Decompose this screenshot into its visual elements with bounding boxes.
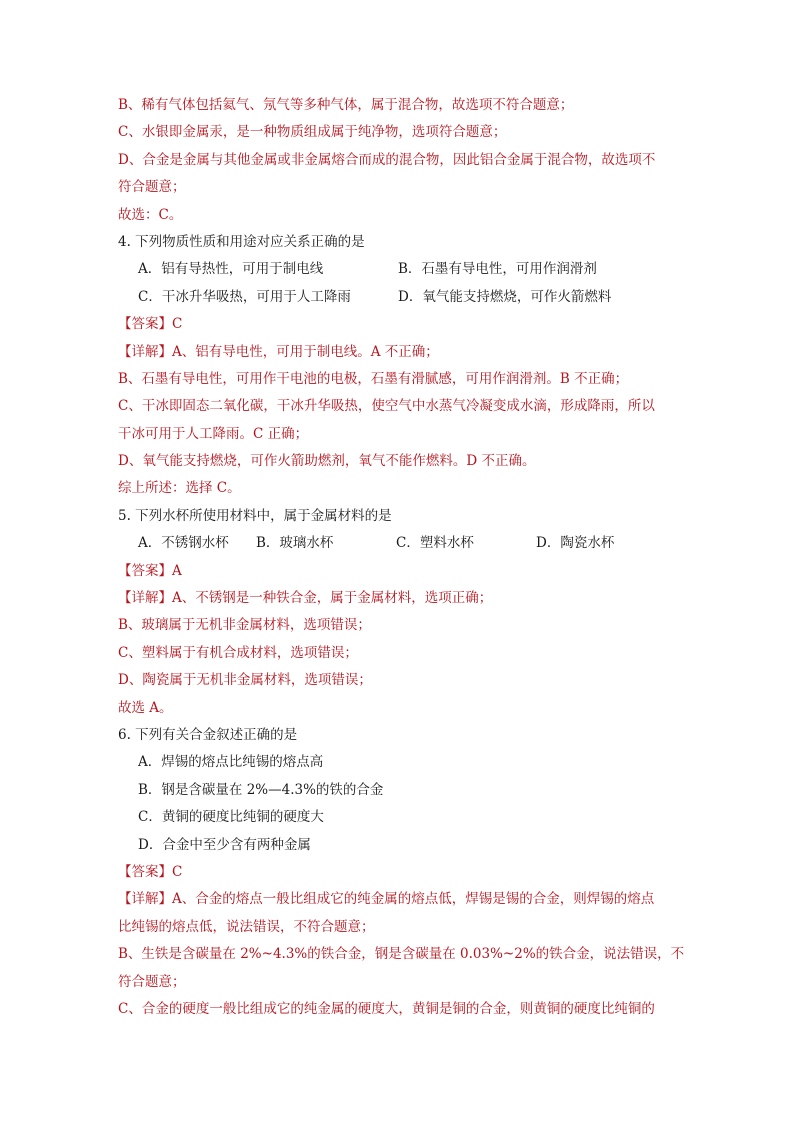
q4-option-b: B．石墨有导电性，可用作润滑剂 — [398, 261, 597, 278]
prev-answer-c: C、水银即金属汞，是一种物质组成属于纯净物，选项符合题意； — [118, 124, 507, 141]
q5-options-row — [118, 530, 678, 557]
q6-stem: 6. 下列有关合金叙述正确的是 — [118, 726, 298, 743]
q4-detail-4: 干冰可用于人工降雨。C 正确； — [118, 425, 309, 442]
q6-detail-tag: 【详解】 — [118, 891, 172, 908]
q5-detail-text: A、不锈钢是一种铁合金，属于金属材料，选项正确； — [172, 590, 493, 607]
q4-option-c: C．干冰升华吸热，可用于人工降雨 — [138, 288, 351, 305]
q4-option-a: A．铝有导热性，可用于制电线 — [138, 261, 324, 278]
q4-option-d: D．氧气能支持燃烧，可作火箭燃料 — [398, 288, 612, 305]
q5-answer — [118, 558, 678, 585]
q6-option-c: C．黄铜的硬度比纯铜的硬度大 — [138, 809, 324, 826]
q6-detail-2: 比纯锡的熔点低，说法错误，不符合题意； — [118, 918, 375, 935]
q5-option-b: B．玻璃水杯 — [256, 535, 334, 552]
q6-detail-text: A、合金的熔点一般比组成它的纯金属的熔点低，焊锡是锡的合金，则焊锡的熔点 — [172, 891, 655, 908]
q4-detail-6: 综上所述：选择 C。 — [118, 480, 241, 497]
q4-answer-value: C — [172, 316, 183, 333]
q4-options-row-1 — [118, 256, 678, 283]
document-page — [118, 92, 685, 1023]
q5-detail-4: D、陶瓷属于无机非金属材料，选项错误； — [118, 672, 372, 689]
q4-detail-3: C、干冰即固态二氧化碳，干冰升华吸热，使空气中水蒸气冷凝变成水滴，形成降雨，所以 — [118, 398, 655, 415]
q5-answer-value: A — [172, 562, 182, 579]
q6-option-d: D．合金中至少含有两种金属 — [138, 836, 311, 853]
q4-detail-tag: 【详解】 — [118, 343, 172, 360]
q4-answer — [118, 311, 678, 338]
q5-detail-5: 故选 A。 — [118, 699, 173, 716]
q4-options-row-2 — [118, 284, 678, 311]
q6-answer-tag: 【答案】 — [118, 863, 172, 880]
q6-detail-5: C、合金的硬度一般比组成它的纯金属的硬度大，黄铜是铜的合金，则黄铜的硬度比纯铜的 — [118, 1000, 655, 1017]
q5-detail-2: B、玻璃属于无机非金属材料，选项错误； — [118, 617, 371, 634]
q6-detail-4: 符合题意； — [118, 973, 186, 990]
q6-answer-value: C — [172, 863, 183, 880]
q4-detail-2: B、石墨有导电性，可用作干电池的电极，石墨有滑腻感，可用作润滑剂。B 不正确； — [118, 370, 629, 387]
q5-option-c: C．塑料水杯 — [396, 535, 474, 552]
q6-detail-3: B、生铁是含碳量在 2%~4.3%的铁合金，钢是含碳量在 0.03%~2%的铁合金，说法错误，不 — [118, 946, 685, 963]
q6-answer — [118, 859, 678, 886]
q4-answer-tag: 【答案】 — [118, 316, 172, 333]
q5-option-d: D．陶瓷水杯 — [536, 535, 615, 552]
q5-detail-3: C、塑料属于有机合成材料，选项错误； — [118, 644, 358, 661]
prev-conclusion: 故选：C。 — [118, 206, 183, 223]
q5-detail-1 — [118, 585, 678, 612]
q6-detail-1 — [118, 886, 678, 913]
q4-detail-text: A、铝有导电性，可用于制电线。A 不正确； — [172, 343, 439, 360]
q5-stem: 5. 下列水杯所使用材料中，属于金属材料的是 — [118, 507, 392, 524]
q6-option-b: B．钢是含碳量在 2%—4.3%的铁的合金 — [138, 781, 384, 798]
q4-detail-5: D、氧气能支持燃烧，可作火箭助燃剂，氧气不能作燃料。D 不正确。 — [118, 453, 536, 470]
q6-option-a: A．焊锡的熔点比纯锡的熔点高 — [138, 754, 324, 771]
q5-answer-tag: 【答案】 — [118, 562, 172, 579]
q4-detail-1 — [118, 339, 678, 366]
prev-answer-d-cont: 符合题意； — [118, 179, 186, 196]
q5-detail-tag: 【详解】 — [118, 590, 172, 607]
q4-stem: 4. 下列物质性质和用途对应关系正确的是 — [118, 233, 365, 250]
prev-answer-b: B、稀有气体包括氦气、氖气等多种气体，属于混合物，故选项不符合题意； — [118, 97, 574, 113]
prev-answer-d: D、合金是金属与其他金属或非金属熔合而成的混合物，因此铝合金属于混合物，故选项不 — [118, 151, 656, 168]
q5-option-a: A．不锈钢水杯 — [138, 535, 229, 552]
